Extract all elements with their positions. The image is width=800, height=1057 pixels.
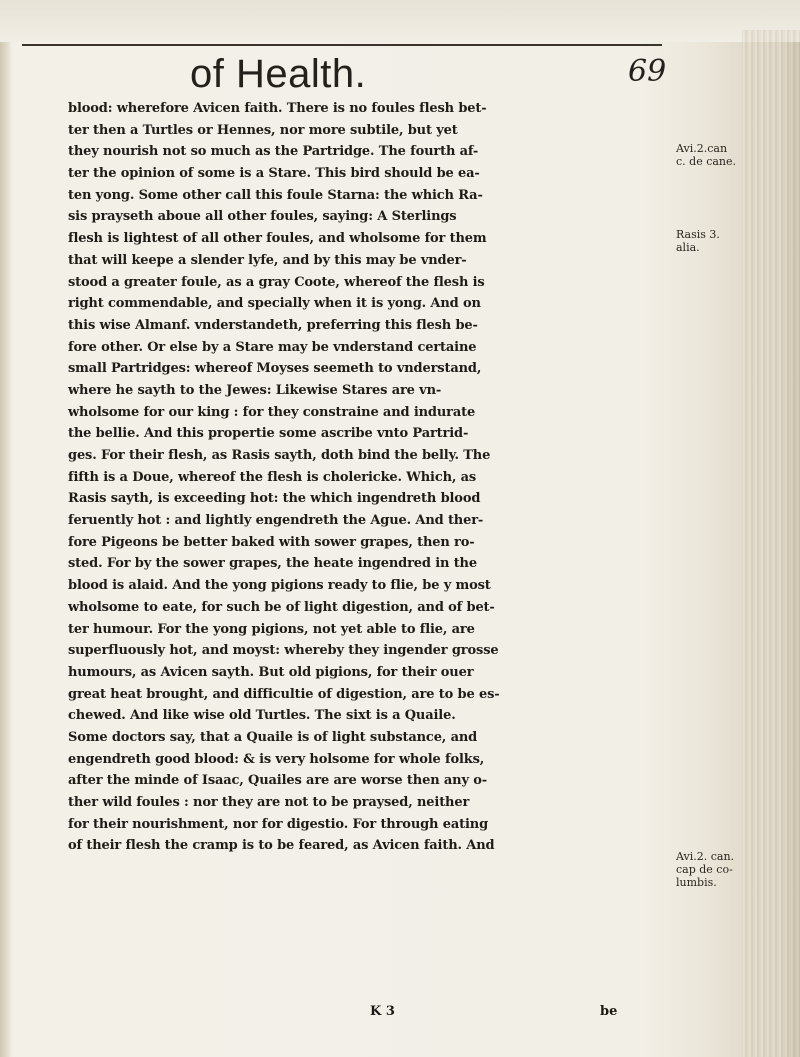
margin-note-line: lumbis. <box>676 876 717 889</box>
text-line: stood a greater foule, as a gray Coote, whereof the flesh is <box>68 274 485 290</box>
head-rule <box>22 44 662 46</box>
text-line: feruently hot : and lightly engendreth the Ague. And ther- <box>68 513 484 529</box>
margin-note-line: Avi.2. can. <box>676 850 735 863</box>
catchword: be <box>600 1004 618 1019</box>
margin-note-line: Avi.2.can <box>676 142 728 155</box>
text-line: wholsome for our king : for they constraine and indurate <box>68 404 476 420</box>
text-line: sis prayseth aboue all other foules, saying: A Sterlings <box>68 209 457 225</box>
text-line: where he sayth to the Jewes: Likewise Stares are vn- <box>68 382 442 398</box>
text-line: flesh is lightest of all other foules, and wholsome for them <box>68 231 487 247</box>
text-line: chewed. And like wise old Turtles. The sixt is a Quaile. <box>68 708 456 724</box>
page-top-edge <box>0 0 800 42</box>
text-line: great heat brought, and difficultie of digestion, are to be es- <box>68 686 500 702</box>
text-line: right commendable, and specially when it is yong. And on <box>68 296 481 312</box>
text-line: superfluously hot, and moyst: whereby they ingender grosse <box>68 643 499 659</box>
margin-note-line: c. de cane. <box>676 155 737 168</box>
text-line: sted. For by the sower grapes, the heate ingendred in the <box>68 556 477 572</box>
text-line: fore Pigeons be better baked with sower grapes, then ro- <box>68 534 475 550</box>
text-line: ter the opinion of some is a Stare. This bird should be ea- <box>68 166 480 182</box>
body-text <box>68 98 668 857</box>
text-line: the bellie. And this propertie some ascribe vnto Partrid- <box>68 426 469 442</box>
text-line: they nourish not so much as the Partridge. The fourth af- <box>68 144 479 160</box>
margin-note-line: Rasis 3. <box>676 228 720 241</box>
text-line: small Partridges: whereof Moyses seemeth to vnderstand, <box>68 361 482 377</box>
margin-note-avicen-columbis <box>676 850 744 889</box>
text-line: humours, as Avicen sayth. But old pigions, for their ouer <box>68 664 474 680</box>
page-gutter <box>0 0 10 1057</box>
text-line: fore other. Or else by a Stare may be vnderstand certaine <box>68 339 477 355</box>
page-footer <box>0 1004 800 1028</box>
text-line: ten yong. Some other call this foule Starna: the which Ra- <box>68 187 483 203</box>
running-head: of Health. <box>190 52 367 96</box>
text-line: blood: wherefore Avicen faith. There is no foules flesh bet- <box>68 101 487 116</box>
text-line: blood is alaid. And the yong pigions ready to flie, be y most <box>68 578 491 594</box>
signature-mark: K 3 <box>370 1004 395 1019</box>
text-line: ter then a Turtles or Hennes, nor more subtile, but yet <box>68 122 458 138</box>
margin-note-line: alia. <box>676 241 700 254</box>
margin-note-line: cap de co- <box>676 863 733 876</box>
page-fore-edge <box>742 30 800 1057</box>
page-number: 69 <box>628 54 667 89</box>
text-line: fifth is a Doue, whereof the flesh is cholericke. Which, as <box>68 469 477 485</box>
margin-note-rasis <box>676 228 744 254</box>
text-line: Some doctors say, that a Quaile is of light substance, and <box>68 729 478 745</box>
text-line: wholsome to eate, for such be of light digestion, and of bet- <box>68 599 495 615</box>
text-line: after the minde of Isaac, Quailes are are worse then any o- <box>68 773 487 789</box>
text-line: ges. For their flesh, as Rasis sayth, doth bind the belly. The <box>68 448 491 463</box>
text-line: Rasis sayth, is exceeding hot: the which ingendreth blood <box>68 491 481 507</box>
text-line: that will keepe a slender lyfe, and by this may be vnder- <box>68 252 467 268</box>
text-line: ter humour. For the yong pigions, not yet able to flie, are <box>68 621 475 637</box>
margin-note-avicen <box>676 142 744 168</box>
text-line: of their flesh the cramp is to be feared, as Avicen faith. And <box>68 838 495 854</box>
text-line: ther wild foules : nor they are not to be praysed, neither <box>68 795 470 810</box>
text-line: for their nourishment, nor for digestio. For through eating <box>68 816 489 832</box>
text-line: this wise Almanf. vnderstandeth, preferring this flesh be- <box>68 317 478 333</box>
text-line: engendreth good blood: & is very holsome for whole folks, <box>68 751 485 767</box>
